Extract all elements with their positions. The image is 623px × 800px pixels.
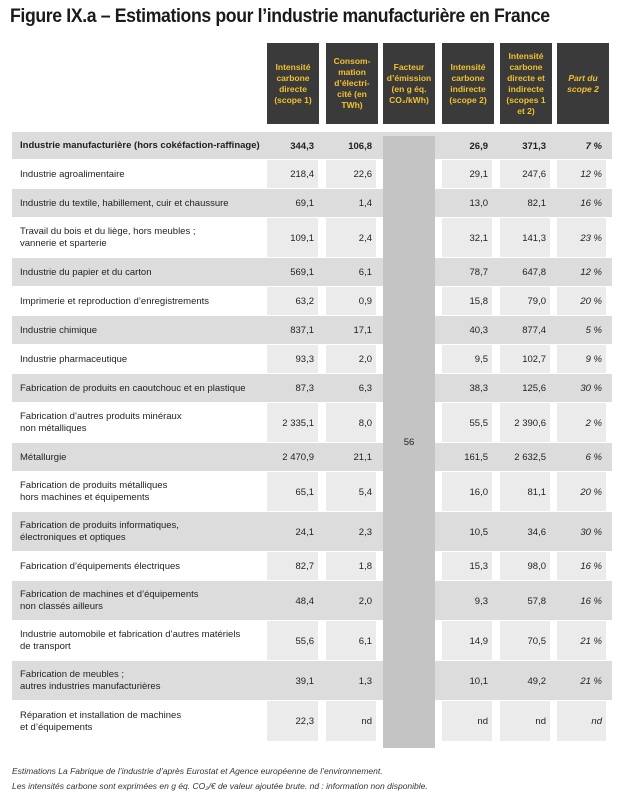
cell-s12: 125,6 — [522, 383, 546, 394]
row-label: Métallurgie — [20, 451, 67, 463]
cell-elec: 2,4 — [358, 232, 372, 244]
cell-s2: 38,3 — [469, 383, 488, 394]
cell-s1: 109,1 — [290, 232, 314, 244]
cell-elec: 106,8 — [348, 140, 372, 152]
cell-elec: 0,9 — [358, 296, 372, 307]
row-label: Fabrication de produits informatiques, électroniques et optiques — [20, 520, 179, 543]
emission-factor-value: 56 — [383, 136, 435, 748]
table-row — [12, 403, 612, 443]
table-row — [12, 160, 612, 189]
table-row — [12, 374, 612, 403]
table-row — [12, 701, 612, 742]
cell-elec: nd — [361, 716, 372, 727]
cell-s2: 78,7 — [469, 267, 488, 278]
cell-part: 12 % — [580, 169, 602, 180]
row-label: Industrie du textile, habillement, cuir et chaussure — [20, 197, 229, 209]
table-row — [12, 258, 612, 287]
cell-s12: 371,3 — [522, 140, 546, 152]
cell-s2: 15,3 — [469, 561, 488, 572]
cell-part: 16 % — [580, 595, 602, 607]
header-scope1: Intensité carbone directe (scope 1) — [267, 43, 319, 124]
header-electricity: Consom-mation d’électri-cité (en TWh) — [326, 43, 378, 124]
cell-elec: 1,4 — [358, 198, 372, 209]
row-label: Industrie chimique — [20, 324, 98, 336]
cell-s12: 647,8 — [522, 267, 546, 278]
cell-elec: 8,0 — [358, 417, 372, 429]
cell-s2: 40,3 — [469, 325, 488, 336]
cell-elec: 17,1 — [353, 325, 372, 336]
cell-s1: 55,6 — [295, 635, 314, 647]
cell-elec: 21,1 — [353, 452, 372, 463]
cell-part: 5 % — [585, 325, 602, 336]
cell-part: 30 % — [580, 526, 602, 538]
table-row — [12, 512, 612, 552]
cell-s2: 16,0 — [469, 486, 488, 498]
row-label: Fabrication d’autres produits minéraux non métalliques — [20, 411, 182, 434]
table-row — [12, 443, 612, 472]
cell-elec: 5,4 — [358, 486, 372, 498]
cell-s2: 32,1 — [469, 232, 488, 244]
header-scope2-share: Part du scope 2 — [557, 43, 609, 124]
cell-s2: 9,3 — [474, 595, 488, 607]
table-row — [12, 189, 612, 218]
cell-elec: 2,0 — [358, 354, 372, 365]
table-row — [12, 287, 612, 316]
table-row — [12, 552, 612, 581]
footnote-source: Estimations La Fabrique de l’industrie d’après Eurostat et Agence européenne de l’environnement. — [12, 766, 383, 776]
cell-elec: 6,3 — [358, 383, 372, 394]
cell-part: 20 % — [580, 296, 602, 307]
cell-part: nd — [591, 716, 602, 727]
row-label: Réparation et installation de machines et d’équipements — [20, 709, 182, 733]
cell-s12: 81,1 — [527, 486, 546, 498]
table-header — [0, 43, 623, 124]
cell-elec: 22,6 — [353, 169, 372, 180]
cell-s1: 87,3 — [295, 383, 314, 394]
header-scope2: Intensité carbone indirecte (scope 2) — [442, 43, 494, 124]
cell-s2: 161,5 — [464, 452, 488, 463]
cell-s1: 2 470,9 — [282, 452, 314, 463]
cell-s1: 39,1 — [295, 675, 314, 687]
page-title: Figure IX.a – Estimations pour l’industrie manufacturière en France — [10, 6, 550, 27]
cell-s1: 82,7 — [295, 561, 314, 572]
cell-elec: 6,1 — [358, 267, 372, 278]
cell-part: 16 % — [580, 561, 602, 572]
cell-s1: 569,1 — [290, 267, 314, 278]
cell-part: 21 % — [580, 635, 602, 647]
table-row — [12, 661, 612, 701]
cell-s2: 29,1 — [469, 169, 488, 180]
cell-s12: nd — [535, 716, 546, 727]
table-row — [12, 132, 612, 160]
header-emission-factor: Facteur d’émission (en g éq. CO₂/kWh) — [383, 43, 435, 124]
cell-part: 20 % — [580, 486, 602, 498]
cell-s2: 26,9 — [469, 140, 488, 152]
cell-s12: 102,7 — [522, 354, 546, 365]
cell-s1: 63,2 — [295, 296, 314, 307]
cell-part: 9 % — [585, 354, 602, 365]
cell-s12: 247,6 — [522, 169, 546, 180]
header-scope12: Intensité carbone directe et indirecte (scopes 1 et 2) — [500, 43, 552, 124]
cell-s12: 70,5 — [527, 635, 546, 647]
cell-s12: 57,8 — [527, 595, 546, 607]
cell-s2: nd — [477, 716, 488, 727]
cell-s2: 15,8 — [469, 296, 488, 307]
table-row — [12, 581, 612, 621]
row-label: Imprimerie et reproduction d’enregistrements — [20, 295, 210, 307]
cell-s2: 55,5 — [469, 417, 488, 429]
cell-s1: 69,1 — [295, 198, 314, 209]
cell-s12: 141,3 — [522, 232, 546, 244]
row-label: Industrie du papier et du carton — [20, 266, 152, 278]
cell-s1: 24,1 — [295, 526, 314, 538]
cell-part: 7 % — [585, 140, 602, 152]
cell-s1: 2 335,1 — [282, 417, 314, 429]
cell-part: 16 % — [580, 198, 602, 209]
cell-s12: 82,1 — [527, 198, 546, 209]
table-row — [12, 621, 612, 661]
cell-s12: 2 390,6 — [514, 417, 546, 429]
cell-s1: 218,4 — [290, 169, 314, 180]
cell-s12: 79,0 — [527, 296, 546, 307]
table-row — [12, 316, 612, 345]
cell-elec: 1,3 — [358, 675, 372, 687]
table-row — [12, 218, 612, 258]
cell-s1: 837,1 — [290, 325, 314, 336]
cell-s1: 344,3 — [290, 140, 314, 152]
cell-s2: 13,0 — [469, 198, 488, 209]
cell-s2: 9,5 — [474, 354, 488, 365]
cell-s2: 14,9 — [469, 635, 488, 647]
cell-s1: 65,1 — [295, 486, 314, 498]
cell-part: 12 % — [580, 267, 602, 278]
row-label: Fabrication de produits en caoutchouc et en plastique — [20, 382, 246, 394]
cell-s1: 93,3 — [295, 354, 314, 365]
row-label: Industrie pharmaceutique — [20, 353, 128, 365]
cell-part: 21 % — [580, 675, 602, 687]
cell-s1: 48,4 — [295, 595, 314, 607]
row-label: Fabrication de produits métalliques hors machines et équipements — [20, 480, 168, 503]
footnote-units: Les intensités carbone sont exprimées en g éq. CO₂/€ de valeur ajoutée brute. nd : information non disponible. — [12, 781, 428, 791]
cell-elec: 2,0 — [358, 595, 372, 607]
row-label: Industrie automobile et fabrication d’autres matériels de transport — [20, 629, 241, 652]
row-label: Industrie manufacturière (hors cokéfaction-raffinage) — [20, 140, 260, 151]
cell-s12: 34,6 — [527, 526, 546, 538]
row-label: Fabrication de machines et d’équipements non classés ailleurs — [20, 589, 199, 612]
cell-s12: 877,4 — [522, 325, 546, 336]
row-label: Fabrication de meubles ; autres industries manufacturières — [20, 669, 161, 692]
cell-s12: 98,0 — [527, 561, 546, 572]
table-row — [12, 345, 612, 374]
row-label: Industrie agroalimentaire — [20, 168, 125, 180]
cell-part: 30 % — [580, 383, 602, 394]
cell-part: 6 % — [585, 452, 602, 463]
cell-s12: 49,2 — [527, 675, 546, 687]
cell-s2: 10,1 — [469, 675, 488, 687]
cell-s1: 22,3 — [295, 716, 314, 727]
table-row — [12, 472, 612, 512]
cell-part: 2 % — [585, 417, 602, 429]
cell-s12: 2 632,5 — [514, 452, 546, 463]
cell-s2: 10,5 — [469, 526, 488, 538]
cell-elec: 2,3 — [358, 526, 372, 538]
row-label: Fabrication d’équipements électriques — [20, 560, 181, 572]
cell-elec: 6,1 — [358, 635, 372, 647]
cell-part: 23 % — [580, 232, 602, 244]
cell-elec: 1,8 — [358, 561, 372, 572]
row-label: Travail du bois et du liège, hors meubles ; vannerie et sparterie — [20, 226, 196, 249]
